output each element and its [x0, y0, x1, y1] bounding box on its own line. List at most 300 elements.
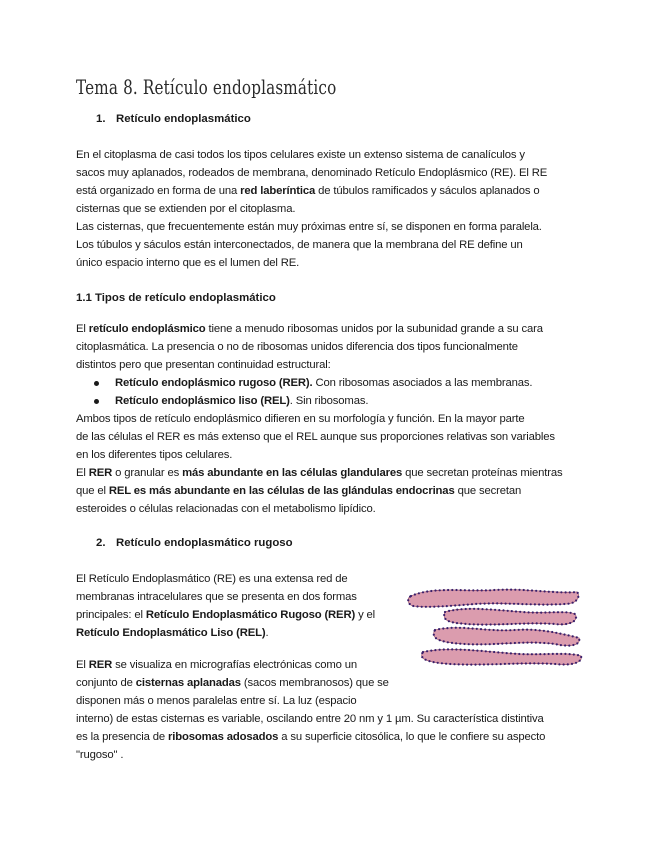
s11-last-line: esteroides o células relacionadas con el metabolismo lipídico.: [76, 503, 376, 515]
ribosome-dot: [521, 603, 523, 605]
list-item: Retículo endoplásmico liso (REL). Sin ribosomas.: [94, 392, 532, 410]
s2-p2-line: El RER se visualiza en micrografías electrónicas como un: [76, 659, 358, 671]
ribosome-dot: [438, 628, 440, 630]
ribosome-dot: [502, 589, 504, 591]
ribosome-dot: [460, 589, 462, 591]
ribosome-dot: [425, 606, 427, 608]
ribosome-dot: [412, 605, 414, 607]
ribosome-dot: [448, 620, 450, 622]
s1-p1-line: sacos muy aplanados, rodeados de membrana, denominado Retículo Endoplásmico (RE). El RE: [76, 167, 548, 179]
section-2-heading: [96, 537, 293, 549]
ribosome-dot: [470, 664, 472, 666]
ribosome-dot: [527, 653, 529, 655]
s2-p2-line: es la presencia de ribosomas adosados a su superficie citosólica, lo que le confiere su aspecto: [76, 731, 546, 743]
ribosome-dot: [552, 643, 554, 645]
ribosome-dot: [567, 603, 569, 605]
ribosome-dot: [521, 662, 523, 664]
ribosome-dot: [526, 629, 528, 631]
ribosome-dot: [548, 623, 550, 625]
ribosome-dot: [564, 644, 566, 646]
ribosome-dot: [522, 653, 524, 655]
ribosome-dot: [447, 648, 449, 650]
s2-p2-line: disponen más o menos paralelas entre sí. La luz (espacio: [76, 695, 357, 707]
s1-p1-line: está organizado en forma de una red laberíntica de túbulos ramificados y sáculos aplanados o: [76, 185, 540, 197]
ribosome-dot: [501, 652, 503, 654]
ribosome-dot: [456, 609, 458, 611]
ribosome-dot: [476, 650, 478, 652]
ribosome-dot: [474, 664, 476, 666]
s1-p1-line: único espacio interno que es el lumen del RE.: [76, 257, 300, 269]
ribosome-dot: [477, 608, 479, 610]
ribosome-dot: [496, 602, 498, 604]
ribosome-dot: [487, 663, 489, 665]
ribosome-dot: [451, 648, 453, 650]
ribosome-dot: [426, 650, 428, 652]
ribosome-dot: [579, 660, 581, 662]
list-item: Retículo endoplásmico rugoso (RER). Con ribosomas asociados a las membranas.: [94, 374, 532, 392]
ribosome-dot: [577, 592, 579, 594]
ribosome-dot: [514, 589, 516, 591]
ribosome-dot: [540, 612, 542, 614]
rer-cisternae-illustration: [405, 582, 583, 668]
ribosome-dot: [575, 617, 577, 619]
ribosome-dot: [473, 623, 475, 625]
ribosome-dot: [514, 642, 516, 644]
ribosome-dot: [459, 627, 461, 629]
ribosome-dot: [494, 609, 496, 611]
ribosome-dot: [450, 605, 452, 607]
s2-p1-line: principales: el Retículo Endoplasmático Rugoso (RER) y el: [76, 609, 376, 621]
ribosome-dot: [443, 648, 445, 650]
ribosome-dot: [533, 662, 535, 664]
ribosome-dot: [451, 642, 453, 644]
ribosome-dot: [572, 635, 574, 637]
ribosome-dot: [506, 589, 508, 591]
ribosome-dot: [459, 643, 461, 645]
ribosome-dot: [523, 589, 525, 591]
bullet-icon: [94, 381, 99, 386]
ribosome-dot: [451, 589, 453, 591]
ribosome-dot: [497, 589, 499, 591]
section-2-number: 2.: [96, 537, 106, 549]
ribosome-dot: [434, 630, 436, 632]
ribosome-dot: [527, 622, 529, 624]
bullet-icon: [94, 399, 99, 404]
ribosome-dot: [534, 629, 536, 631]
ribosome-dot: [409, 603, 411, 605]
ribosome-dot: [552, 623, 554, 625]
ribosome-dot: [511, 623, 513, 625]
ribosome-dot: [494, 623, 496, 625]
ribosome-dot: [535, 653, 537, 655]
ribosome-dot: [463, 627, 465, 629]
ribosome-dot: [479, 603, 481, 605]
ribosome-dot: [557, 623, 559, 625]
ribosome-dot: [518, 653, 520, 655]
ribosome-dot: [456, 622, 458, 624]
ribosome-dot: [441, 662, 443, 664]
ribosome-dot: [455, 642, 457, 644]
ribosome-dot: [416, 605, 418, 607]
section-2-title: Retículo endoplasmático rugoso: [116, 537, 293, 549]
ribosome-dot: [507, 610, 509, 612]
ribosome-dot: [572, 602, 574, 604]
ribosome-dot: [460, 608, 462, 610]
ribosome-dot: [561, 611, 563, 613]
ribosome-dot: [573, 653, 575, 655]
ribosome-dot: [443, 614, 445, 616]
s11-intro-line: El retículo endoplásmico tiene a menudo ribosomas unidos por la subunidad grande a su cara: [76, 323, 543, 335]
ribosome-dot: [414, 593, 416, 595]
ribosome-dot: [539, 629, 541, 631]
ribosome-dot: [458, 663, 460, 665]
ribosome-dot: [484, 603, 486, 605]
ribosome-dot: [548, 591, 550, 593]
s11-after-line: en los diferentes tipos celulares.: [76, 449, 233, 461]
ribosome-dot: [476, 643, 478, 645]
ribosome-dot: [522, 642, 524, 644]
ribosome-dot: [439, 589, 441, 591]
section-1-heading: [96, 113, 251, 125]
ribosome-dot: [469, 608, 471, 610]
ribosome-dot: [542, 662, 544, 664]
s11-rel-line: que el REL es más abundante en las células de las glándulas endocrinas que secretan: [76, 485, 522, 497]
ribosome-dot: [501, 629, 503, 631]
ribosome-dot: [467, 604, 469, 606]
ribosome-dot: [497, 643, 499, 645]
ribosome-dot: [476, 589, 478, 591]
ribosome-dot: [493, 629, 495, 631]
ribosome-dot: [446, 627, 448, 629]
s11-rer-line: El RER o granular es más abundante en las células glandulares que secretan proteínas mientras: [76, 467, 563, 479]
ribosome-dot: [565, 611, 567, 613]
ribosome-dot: [433, 634, 435, 636]
ribosome-dot: [472, 589, 474, 591]
s11-after-line: de las células el RER es más extenso que el REL aunque sus proporciones relativas son variables: [76, 431, 555, 443]
ribosome-dot: [435, 637, 437, 639]
ribosome-dot: [544, 622, 546, 624]
ribosome-dot: [490, 608, 492, 610]
ribosome-dot: [551, 631, 553, 633]
ribosome-dot: [443, 640, 445, 642]
ribosome-dot: [485, 624, 487, 626]
ribosome-dot: [453, 663, 455, 665]
ribosome-dot: [539, 653, 541, 655]
ribosome-dot: [563, 603, 565, 605]
ribosome-dot: [505, 603, 507, 605]
ribosome-dot: [535, 642, 537, 644]
ribosome-dot: [510, 642, 512, 644]
ribosome-dot: [577, 596, 579, 598]
ribosome-dot: [573, 620, 575, 622]
ribosome-dot: [525, 662, 527, 664]
page-title: Tema 8. Retículo endoplasmático: [76, 76, 337, 99]
s2-p2-line: conjunto de cisternas aplanadas (sacos membranosos) que se: [76, 677, 389, 689]
ribosome-dot: [565, 623, 567, 625]
cisterna-lumen: [444, 609, 576, 625]
ribosome-dot: [488, 629, 490, 631]
ribosome-dot: [514, 653, 516, 655]
s2-p2-line: "rugoso" .: [76, 749, 124, 761]
ribosome-dot: [484, 628, 486, 630]
cisternae-group: [407, 589, 582, 666]
ribosome-dot: [485, 589, 487, 591]
ribosome-dot: [488, 602, 490, 604]
ribosome-dot: [485, 650, 487, 652]
ribosome-dot: [549, 611, 551, 613]
ribosome-dot: [506, 652, 508, 654]
ribosome-dot: [560, 653, 562, 655]
ribosome-dot: [531, 589, 533, 591]
ribosome-dot: [542, 604, 544, 606]
ribosome-dot: [505, 642, 507, 644]
s2-p2-line: interno) de estas cisternas es variable, oscilando entre 20 nm y 1 µm. Su característica distintiva: [76, 713, 544, 725]
ribosome-dot: [553, 611, 555, 613]
s11-after-line: Ambos tipos de retículo endoplásmico difieren en su morfología y función. En la mayor parte: [76, 413, 525, 425]
ribosome-dot: [504, 663, 506, 665]
ribosome-dot: [467, 627, 469, 629]
ribosome-dot: [464, 649, 466, 651]
ribosome-dot: [481, 624, 483, 626]
ribosome-dot: [439, 639, 441, 641]
ribosome-dot: [546, 604, 548, 606]
ribosome-dot: [479, 663, 481, 665]
ribosome-dot: [448, 610, 450, 612]
ribosome-dot: [528, 611, 530, 613]
ribosome-dot: [466, 664, 468, 666]
ribosome-dot: [449, 663, 451, 665]
ribosome-dot: [491, 663, 493, 665]
ribosome-dot: [523, 623, 525, 625]
ribosome-dot: [575, 599, 577, 601]
ribosome-dot: [489, 651, 491, 653]
ribosome-dot: [539, 642, 541, 644]
ribosome-dot: [465, 608, 467, 610]
ribosome-dot: [500, 602, 502, 604]
ribosome-dot: [536, 612, 538, 614]
s1-p1-line: En el citoplasma de casi todos los tipos celulares existe un extenso sistema de canalículos y: [76, 149, 525, 161]
ribosome-dot: [560, 591, 562, 593]
ribosome-dot: [515, 610, 517, 612]
ribosome-dot: [572, 644, 574, 646]
ribosome-dot: [519, 623, 521, 625]
ribosome-dot: [543, 630, 545, 632]
ribosome-dot: [418, 592, 420, 594]
ribosome-dot: [458, 604, 460, 606]
ribosome-dot: [442, 627, 444, 629]
ribosome-dot: [554, 663, 556, 665]
ribosome-dot: [430, 650, 432, 652]
ribosome-dot: [508, 663, 510, 665]
ribosome-dot: [421, 606, 423, 608]
ribosome-dot: [463, 604, 465, 606]
ribosome-dot: [483, 663, 485, 665]
ribosome-dot: [516, 663, 518, 665]
ribosome-dot: [509, 603, 511, 605]
ribosome-dot: [529, 662, 531, 664]
ribosome-dot: [561, 623, 563, 625]
ribosome-dot: [575, 662, 577, 664]
ribosome-dot: [547, 630, 549, 632]
ribosome-dot: [551, 603, 553, 605]
ribosome-dot: [444, 618, 446, 620]
ribosome-dot: [484, 643, 486, 645]
ribosome-dot: [493, 589, 495, 591]
ribosome-dot: [552, 591, 554, 593]
ribosome-dot: [443, 589, 445, 591]
ribosome-dot: [498, 623, 500, 625]
ribosome-dot: [510, 589, 512, 591]
ribosome-dot: [513, 629, 515, 631]
section-1-number: 1.: [96, 113, 106, 125]
ribosome-dot: [518, 589, 520, 591]
ribosome-dot: [460, 622, 462, 624]
s1-p1-line: Los túbulos y sáculos están interconectados, de manera que la membrana del RE define un: [76, 239, 523, 251]
s11-intro-line: distintos pero que presentan continuidad estructural:: [76, 359, 331, 371]
ribosome-dot: [547, 642, 549, 644]
ribosome-dot: [537, 662, 539, 664]
ribosome-dot: [552, 653, 554, 655]
ribosome-dot: [463, 643, 465, 645]
section-1-1-heading: 1.1 Tipos de retículo endoplasmático: [76, 292, 276, 304]
ribosome-dot: [569, 622, 571, 624]
ribosome-dot: [556, 653, 558, 655]
ribosome-dot: [555, 603, 557, 605]
ribosome-dot: [532, 611, 534, 613]
ribosome-dot: [473, 608, 475, 610]
ribosome-dot: [489, 643, 491, 645]
ribosome-dot: [434, 589, 436, 591]
ribosome-dot: [495, 663, 497, 665]
ribosome-dot: [428, 660, 430, 662]
ribosome-dot: [493, 643, 495, 645]
ribosome-dot: [476, 628, 478, 630]
ribosome-dot: [489, 589, 491, 591]
ribosome-dot: [452, 621, 454, 623]
ribosome-dot: [469, 623, 471, 625]
ribosome-dot: [429, 606, 431, 608]
ribosome-dot: [557, 611, 559, 613]
ribosome-dot: [509, 629, 511, 631]
ribosome-dot: [447, 641, 449, 643]
ribosome-dot: [556, 591, 558, 593]
s11-intro-line: citoplasmática. La presencia o no de ribosomas unidos diferencia dos tipos funcionalmente: [76, 341, 518, 353]
ribosome-dot: [511, 610, 513, 612]
s1-p1-line: cisternas que se extienden por el citoplasma.: [76, 203, 296, 215]
ribosome-dot: [422, 591, 424, 593]
ribosome-dot: [425, 659, 427, 661]
ribosome-dot: [540, 622, 542, 624]
ribosome-dot: [576, 642, 578, 644]
ribosome-dot: [519, 611, 521, 613]
ribosome-dot: [500, 663, 502, 665]
ribosome-dot: [576, 636, 578, 638]
ribosome-dot: [544, 611, 546, 613]
ribosome-dot: [497, 651, 499, 653]
ribosome-dot: [523, 611, 525, 613]
ribosome-dot: [472, 627, 474, 629]
ribosome-dot: [477, 623, 479, 625]
ribosome-dot: [568, 634, 570, 636]
ribosome-dot: [434, 649, 436, 651]
ribosome-dot: [475, 603, 477, 605]
ribosome-dot: [569, 653, 571, 655]
ribosome-dot: [505, 629, 507, 631]
ribosome-dot: [544, 590, 546, 592]
ribosome-dot: [577, 654, 579, 656]
ribosome-dot: [573, 591, 575, 593]
ribosome-dot: [472, 649, 474, 651]
ribosome-dot: [486, 608, 488, 610]
ribosome-dot: [534, 603, 536, 605]
ribosome-dot: [568, 645, 570, 647]
ribosome-dot: [531, 653, 533, 655]
ribosome-dot: [538, 603, 540, 605]
section-1-title: Retículo endoplasmático: [116, 113, 251, 125]
cisterna-lumen: [422, 649, 582, 664]
ribosome-dot: [510, 652, 512, 654]
ribosome-dot: [455, 648, 457, 650]
ribosome-dot: [460, 649, 462, 651]
ribosome-dot: [559, 603, 561, 605]
ribosome-dot: [498, 609, 500, 611]
ribosome-dot: [493, 651, 495, 653]
ribosome-dot: [433, 606, 435, 608]
ribosome-dot: [444, 611, 446, 613]
ribosome-dot: [464, 623, 466, 625]
s2-p1-line: membranas intracelulares que se presenta en dos formas: [76, 591, 357, 603]
s2-p1-line: El Retículo Endoplasmático (RE) es una extensa red de: [76, 573, 348, 585]
ribosome-dot: [518, 642, 520, 644]
ribosome-dot: [570, 612, 572, 614]
ribosome-dot: [564, 653, 566, 655]
ribosome-dot: [454, 604, 456, 606]
ribosome-dot: [464, 589, 466, 591]
ribosome-dot: [539, 590, 541, 592]
ribosome-dot: [481, 589, 483, 591]
ribosome-dot: [480, 628, 482, 630]
ribosome-dot: [536, 622, 538, 624]
ribosome-dot: [518, 629, 520, 631]
ribosome-dot: [578, 639, 580, 641]
ribosome-dot: [452, 609, 454, 611]
s1-p1-line: Las cisternas, que frecuentemente están muy próximas entre sí, se disponen en forma paralela.: [76, 221, 542, 233]
ribosome-dot: [563, 633, 565, 635]
ribosome-dot: [451, 627, 453, 629]
ribosome-dot: [445, 663, 447, 665]
ribosome-dot: [558, 663, 560, 665]
ribosome-dot: [531, 622, 533, 624]
ribosome-dot: [426, 590, 428, 592]
ribosome-dot: [492, 602, 494, 604]
ribosome-dot: [421, 656, 423, 658]
ribosome-dot: [407, 599, 409, 601]
ribosome-dot: [480, 643, 482, 645]
ribosome-dot: [421, 652, 423, 654]
ribosome-dot: [526, 642, 528, 644]
ribosome-dot: [472, 643, 474, 645]
ribosome-dot: [556, 643, 558, 645]
ribosome-dot: [563, 663, 565, 665]
ribosome-dot: [471, 603, 473, 605]
ribosome-dot: [468, 643, 470, 645]
ribosome-dot: [550, 663, 552, 665]
ribosome-dot: [530, 629, 532, 631]
ribosome-dot: [437, 662, 439, 664]
ribosome-dot: [439, 649, 441, 651]
ribosome-dot: [571, 663, 573, 665]
ribosome-dot: [548, 653, 550, 655]
